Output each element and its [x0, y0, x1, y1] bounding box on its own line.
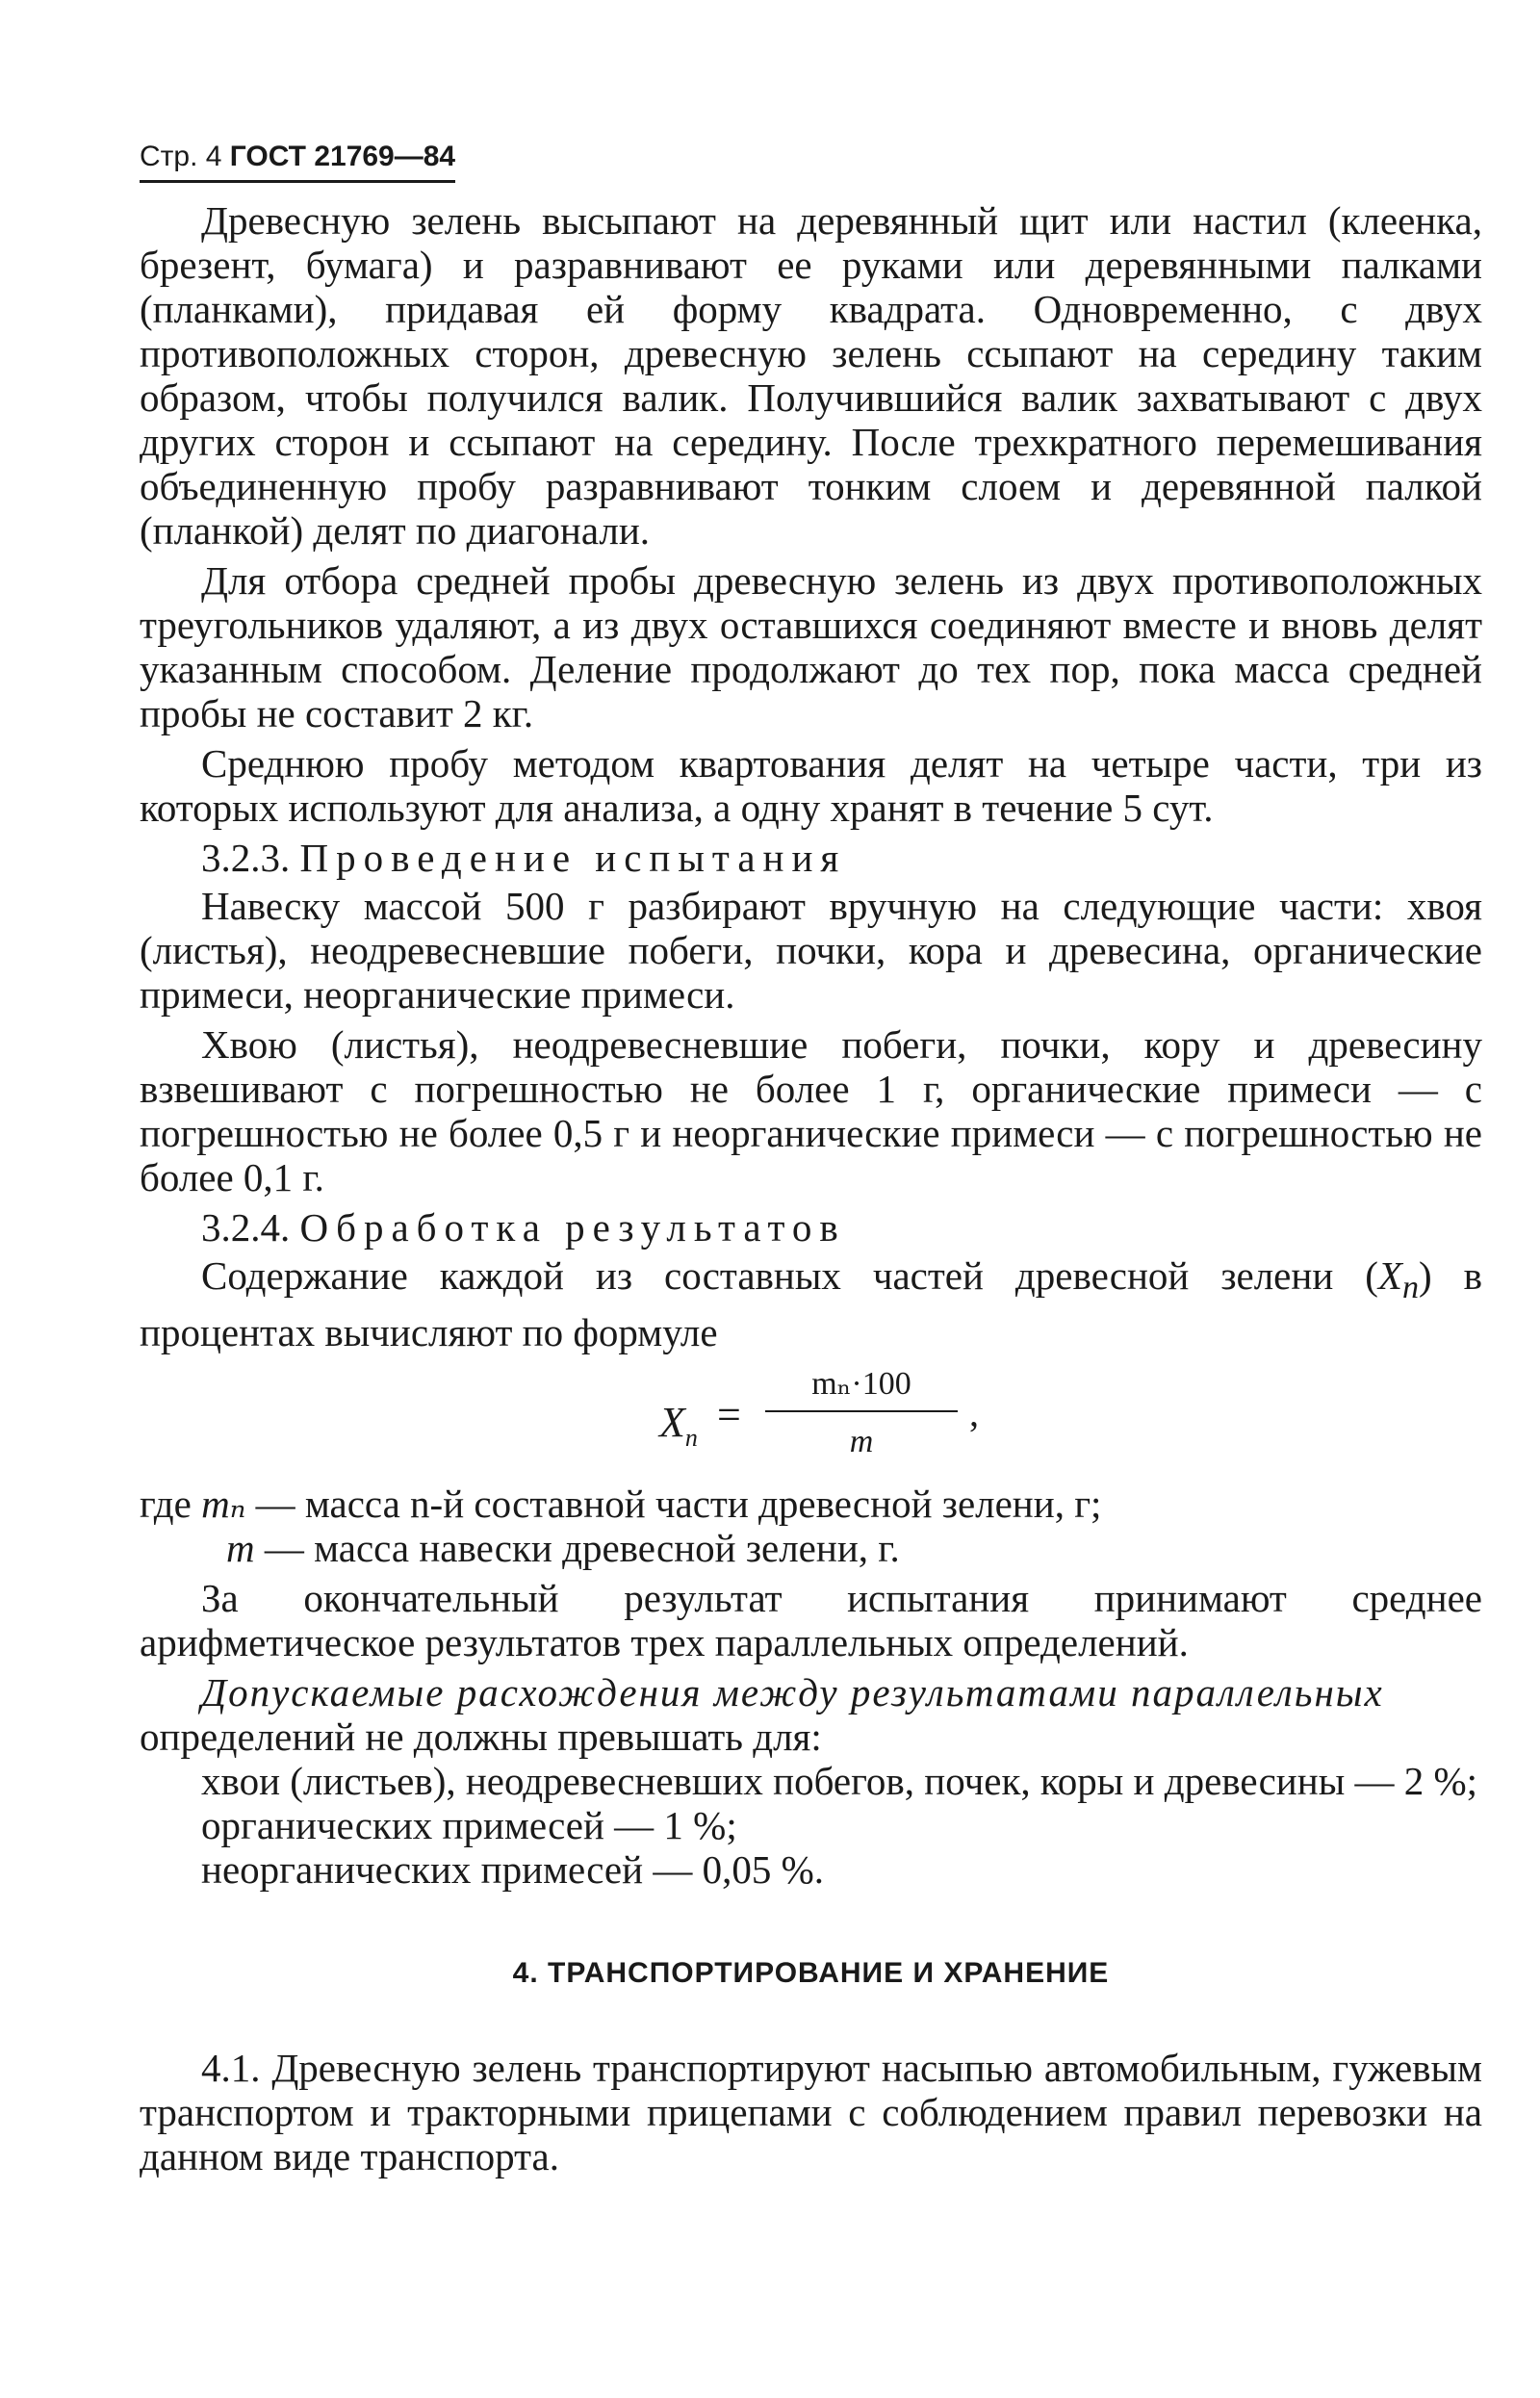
where-var-mn: mₙ	[201, 1482, 246, 1527]
formula-comma: ,	[969, 1391, 979, 1435]
formula-lhs	[659, 1401, 698, 1460]
paragraph-final-result: За окончательный результат испытания принимают среднее арифметическое результатов трех параллельных определений.	[140, 1576, 1482, 1665]
variable-x: X	[1377, 1253, 1402, 1298]
paragraph-sample-parts: Навеску массой 500 г разбирают вручную на следующие части: хвоя (листья), неодревесневшие побеги, почки, кора и древесина, органические примеси, неорганические примеси.	[140, 884, 1482, 1017]
section-title-transport: 4. ТРАНСПОРТИРОВАНИЕ И ХРАНЕНИЕ	[512, 1957, 1110, 1990]
allowed-deviations-text: определений не должны превышать для:	[140, 1715, 822, 1760]
where-var-m: m	[226, 1526, 255, 1571]
formula-denominator: m	[849, 1424, 874, 1460]
paragraph-mixing: Древесную зелень высыпают на деревянный щит или настил (клеенка, брезент, бумага) и разравнивают ее руками или деревянными палками (планками), придавая ей форму квадрата. Одновременно, с двух противоположных сторон, древесную зелень ссыпают на середину таким образом, чтобы получился валик. Получившийся валик захватывают с двух других сторон и ссыпают на середину. После трехкратного перемешивания объединенную пробу разравнивают тонким слоем и деревянной палкой (планкой) делят по диагонали.	[140, 198, 1482, 553]
subsection-title: Проведение испытания	[299, 836, 847, 880]
where-line-1	[140, 1482, 1482, 1526]
allowed-deviations-heading: Допускаемые расхождения между результатами параллельных	[201, 1670, 1384, 1715]
page-header	[140, 138, 455, 183]
subsection-heading-3-2-4	[140, 1205, 1482, 1250]
formula-lhs-sub: n	[684, 1423, 698, 1452]
subsection-number: 3.2.4.	[201, 1205, 291, 1250]
page-number: Стр. 4	[140, 141, 222, 172]
fraction-bar	[765, 1410, 958, 1412]
deviation-item-inorganic: неорганических примесей — 0,05 %.	[201, 1847, 824, 1893]
subsection-heading-3-2-3	[140, 836, 1482, 880]
where-text: — масса n-й составной части древесной зелени, г;	[245, 1482, 1102, 1527]
paragraph-4-1: 4.1. Древесную зелень транспортируют насыпью автомобильным, гужевым транспортом и тракторными прицепами с соблюдением правил перевозки на данном виде транспорта.	[140, 2046, 1482, 2179]
paragraph-content-formula-intro	[140, 1253, 1482, 1354]
formula-lhs-var: X	[659, 1399, 685, 1447]
document-page	[140, 130, 1482, 2184]
formula-equals: =	[717, 1391, 741, 1439]
formula	[140, 1362, 1482, 1478]
deviation-item-organic: органических примесей — 1 %;	[201, 1803, 737, 1848]
where-text: — масса навески древесной зелени, г.	[254, 1526, 900, 1571]
paragraph-quartering: Среднюю пробу методом квартования делят на четыре части, три из которых используют для анализа, а одну хранят в течение 5 сут.	[140, 741, 1482, 830]
standard-number: ГОСТ 21769—84	[229, 141, 456, 172]
text-fragment: ) в процентах вычисляют по формуле	[140, 1253, 1482, 1355]
variable-subscript: n	[1401, 1270, 1420, 1306]
paragraph-weighing: Хвою (листья), неодревесневшие побеги, почки, кору и древесину взвешивают с погрешностью не более 1 г, органические примеси — с погрешностью не более 0,5 г и неорганические примеси — с погрешностью не более 0,1 г.	[140, 1022, 1482, 1199]
paragraph-average-sample: Для отбора средней пробы древесную зелень из двух противоположных треугольников удаляют, а из двух оставшихся соединяют вместе и вновь делят указанным способом. Деление продолжают до тех пор, пока масса средней пробы не составит 2 кг.	[140, 558, 1482, 735]
where-prefix: где	[140, 1482, 192, 1527]
deviation-item-needles: хвои (листьев), неодревесневших побегов, почек, коры и древесины — 2 %;	[201, 1759, 1478, 1804]
subsection-title: Обработка результатов	[299, 1205, 846, 1250]
subsection-number: 3.2.3.	[201, 836, 291, 880]
where-line-2	[140, 1526, 1482, 1570]
text-fragment: Содержание каждой из составных частей древесной зелени (	[201, 1253, 1378, 1298]
formula-numerator: mₙ·100	[811, 1366, 911, 1403]
